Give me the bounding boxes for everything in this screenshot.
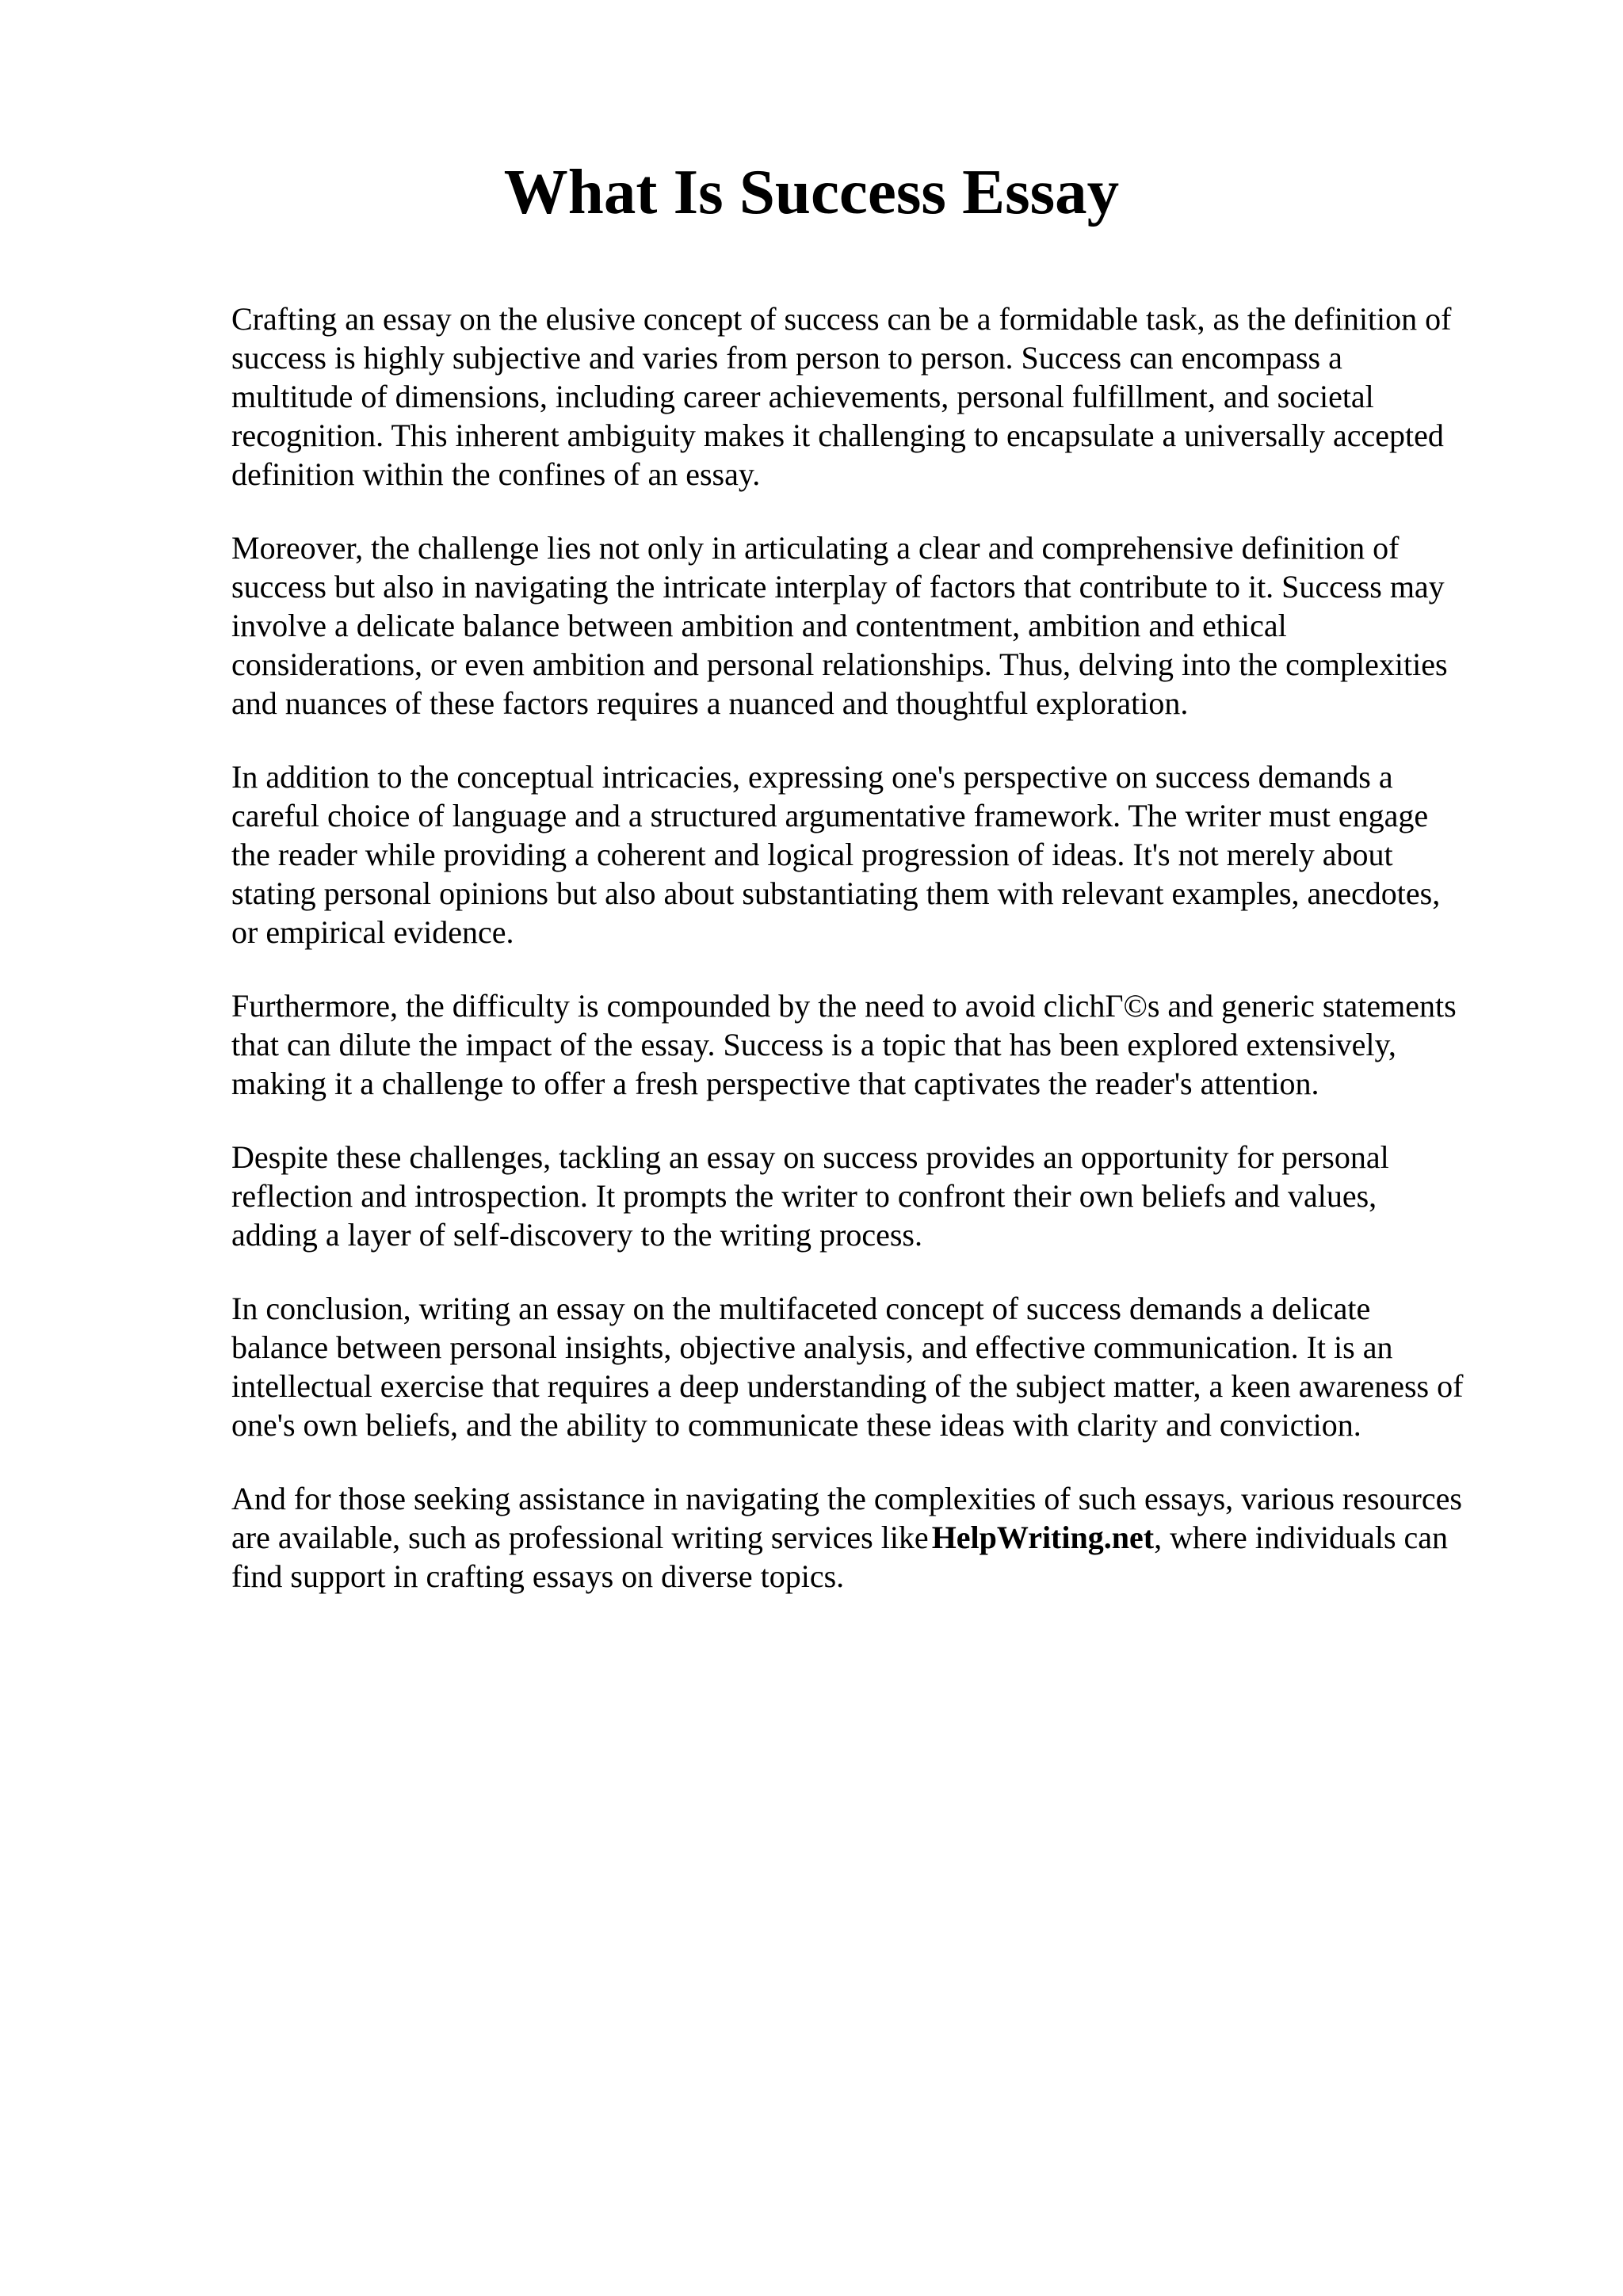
paragraph-5 (231, 1138, 1531, 1254)
text-line: intellectual exercise that requires a deep understanding of the subject matter, a keen awareness of (231, 1368, 1464, 1404)
text-line: Moreover, the challenge lies not only in articulating a clear and comprehensive definition of (231, 530, 1400, 566)
text-line: recognition. This inherent ambiguity makes it challenging to encapsulate a universally accepted (231, 418, 1444, 453)
text-line: making it a challenge to offer a fresh perspective that captivates the reader's attention. (231, 1066, 1319, 1101)
text-line: reflection and introspection. It prompts the writer to confront their own beliefs and values, (231, 1178, 1377, 1214)
text-line: Crafting an essay on the elusive concept of success can be a formidable task, as the definition of (231, 301, 1452, 337)
text-line: that can dilute the impact of the essay. Success is a topic that has been explored extensively, (231, 1027, 1396, 1062)
essay-body (231, 299, 1531, 1630)
brand-name: HelpWriting.net (931, 1520, 1155, 1555)
text-line: and nuances of these factors requires a nuanced and thoughtful exploration. (231, 685, 1189, 721)
text-line: one's own beliefs, and the ability to communicate these ideas with clarity and conviction. (231, 1407, 1361, 1443)
text-line: involve a delicate balance between ambition and contentment, ambition and ethical (231, 608, 1287, 643)
page-title: What Is Success Essay (503, 156, 1120, 227)
text-line: careful choice of language and a structured argumentative framework. The writer must engage (231, 798, 1429, 833)
text-line: Despite these challenges, tackling an essay on success provides an opportunity for personal (231, 1139, 1389, 1175)
text-line: adding a layer of self-discovery to the writing process. (231, 1217, 922, 1253)
text-line: And for those seeking assistance in navigating the complexities of such essays, various resources (231, 1481, 1462, 1516)
text-line: success is highly subjective and varies from person to person. Success can encompass a (231, 340, 1342, 376)
text-line (231, 1518, 1531, 1557)
text-line: success but also in navigating the intricate interplay of factors that contribute to it. Success may (231, 569, 1445, 605)
text-line: the reader while providing a coherent and logical progression of ideas. It's not merely about (231, 837, 1393, 872)
text-line: find support in crafting essays on diverse topics. (231, 1558, 845, 1594)
text-line: definition within the confines of an essay. (231, 456, 761, 492)
text-line: Furthermore, the difficulty is compounded by the need to avoid clichГ©s and generic statements (231, 988, 1457, 1024)
text-line: multitude of dimensions, including career achievements, personal fulfillment, and societal (231, 379, 1374, 414)
closing-text-after: , where individuals can (1154, 1520, 1449, 1555)
paragraph-4 (231, 986, 1531, 1103)
text-line: considerations, or even ambition and personal relationships. Thus, delving into the complexities (231, 646, 1448, 682)
paragraph-6 (231, 1289, 1531, 1444)
closing-paragraph (231, 1479, 1531, 1596)
paragraph-1 (231, 299, 1531, 494)
text-line: stating personal opinions but also about substantiating them with relevant examples, anecdotes, (231, 875, 1441, 911)
text-line: In conclusion, writing an essay on the multifaceted concept of success demands a delicate (231, 1291, 1371, 1326)
paragraph-2 (231, 528, 1531, 723)
closing-text-before: are available, such as professional writing services like (231, 1520, 929, 1555)
text-line: In addition to the conceptual intricacies, expressing one's perspective on success demands a (231, 759, 1393, 795)
paragraph-3 (231, 757, 1531, 952)
text-line: balance between personal insights, objective analysis, and effective communication. It is an (231, 1329, 1393, 1365)
text-line: or empirical evidence. (231, 914, 514, 950)
